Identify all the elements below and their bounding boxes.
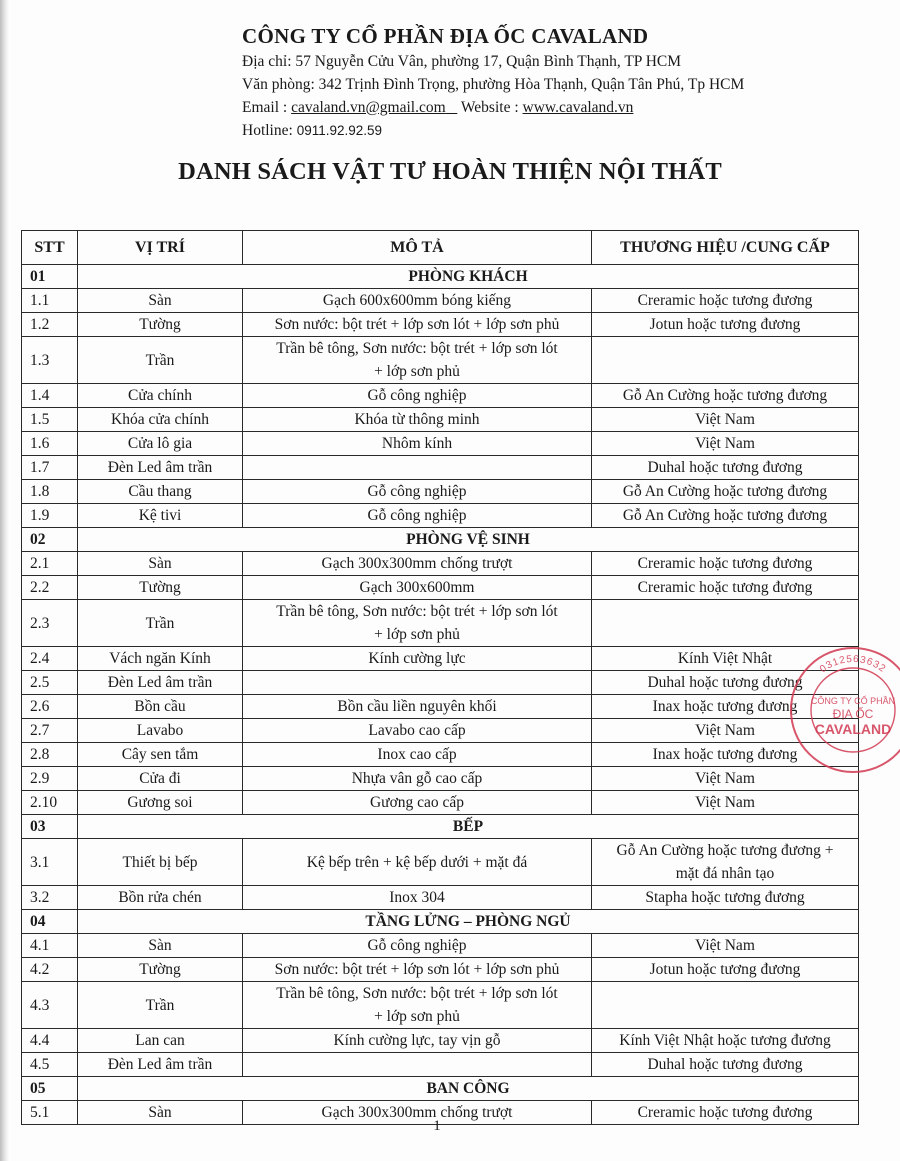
- section-row: [22, 815, 859, 839]
- cell-description: [243, 456, 592, 480]
- cell-location: Trần: [78, 982, 243, 1029]
- company-stamp: [785, 642, 900, 778]
- cell-location: Tường: [78, 958, 243, 982]
- section-title: BAN CÔNG: [78, 1077, 859, 1101]
- cell-brand: [592, 337, 859, 384]
- cell-location: Thiết bị bếp: [78, 839, 243, 886]
- header-location: VỊ TRÍ: [78, 231, 243, 265]
- cell-description: [243, 600, 592, 647]
- cell-description-line: Trần bê tông, Sơn nước: bột trét + lớp sơn lót: [276, 985, 558, 1002]
- cell-stt: 1.2: [22, 313, 78, 337]
- section-number: 05: [22, 1077, 78, 1101]
- table-row: [22, 289, 859, 313]
- table-row: [22, 958, 859, 982]
- table-row: [22, 337, 859, 384]
- letterhead: [242, 22, 744, 142]
- header-brand: THƯƠNG HIỆU /CUNG CẤP: [592, 231, 859, 265]
- cell-description: [243, 1053, 592, 1077]
- hotline-line: [242, 119, 744, 142]
- table-row: [22, 600, 859, 647]
- cell-brand: Gỗ An Cường hoặc tương đương: [592, 504, 859, 528]
- stamp-tax-code: 0312563632: [817, 653, 889, 676]
- cell-description-line: + lớp sơn phủ: [374, 363, 460, 380]
- cell-location: Trần: [78, 337, 243, 384]
- table-row: [22, 695, 859, 719]
- cell-stt: 1.6: [22, 432, 78, 456]
- cell-brand: Creramic hoặc tương đương: [592, 289, 859, 313]
- table-row: [22, 432, 859, 456]
- email-label: Email :: [242, 99, 288, 116]
- cell-description-line: + lớp sơn phủ: [374, 1008, 460, 1025]
- section-row: [22, 528, 859, 552]
- contact-line: [242, 96, 744, 119]
- section-row: [22, 265, 859, 289]
- cell-brand: [592, 839, 859, 886]
- cell-brand: Duhal hoặc tương đương: [592, 456, 859, 480]
- hotline-label: Hotline:: [242, 122, 293, 139]
- cell-stt: 2.5: [22, 671, 78, 695]
- cell-location: Đèn Led âm trần: [78, 456, 243, 480]
- table-row: [22, 719, 859, 743]
- cell-brand: Duhal hoặc tương đương: [592, 671, 859, 695]
- cell-brand: Kính Việt Nhật: [592, 647, 859, 671]
- table-row: [22, 456, 859, 480]
- table-row: [22, 743, 859, 767]
- cell-brand: Gỗ An Cường hoặc tương đương: [592, 384, 859, 408]
- cell-description: Inox cao cấp: [243, 743, 592, 767]
- cell-stt: 3.1: [22, 839, 78, 886]
- cell-brand: Creramic hoặc tương đương: [592, 576, 859, 600]
- cell-brand: Việt Nam: [592, 934, 859, 958]
- table-row: [22, 1053, 859, 1077]
- stamp-line2: ĐỊA ỐC: [832, 707, 874, 721]
- table-row: [22, 504, 859, 528]
- cell-brand: Jotun hoặc tương đương: [592, 958, 859, 982]
- website-link[interactable]: www.cavaland.vn: [522, 99, 634, 116]
- cell-location: Bồn rửa chén: [78, 886, 243, 910]
- cell-brand-line: mặt đá nhân tạo: [675, 865, 775, 882]
- company-address: Địa chỉ: 57 Nguyễn Cửu Vân, phường 17, Quận Bình Thạnh, TP HCM: [242, 53, 682, 70]
- cell-stt: 2.3: [22, 600, 78, 647]
- cell-brand: Kính Việt Nhật hoặc tương đương: [592, 1029, 859, 1053]
- section-title: TẦNG LỬNG – PHÒNG NGỦ: [78, 910, 859, 934]
- cell-location: Lavabo: [78, 719, 243, 743]
- cell-brand: Gỗ An Cường hoặc tương đương: [592, 480, 859, 504]
- cell-description: Gạch 300x600mm: [243, 576, 592, 600]
- cell-description: Bồn cầu liền nguyên khối: [243, 695, 592, 719]
- cell-stt: 1.9: [22, 504, 78, 528]
- cell-location: Cửa lô gia: [78, 432, 243, 456]
- table-body: [22, 265, 859, 1125]
- table-row: [22, 886, 859, 910]
- email-link[interactable]: cavaland.vn@gmail.com: [291, 99, 446, 116]
- cell-location: Đèn Led âm trần: [78, 1053, 243, 1077]
- cell-location: Trần: [78, 600, 243, 647]
- cell-stt: 1.4: [22, 384, 78, 408]
- cell-brand: [592, 600, 859, 647]
- cell-stt: 4.1: [22, 934, 78, 958]
- cell-stt: 1.1: [22, 289, 78, 313]
- table-row: [22, 791, 859, 815]
- section-number: 02: [22, 528, 78, 552]
- cell-brand: Việt Nam: [592, 719, 859, 743]
- cell-location: Kệ tivi: [78, 504, 243, 528]
- table-row: [22, 384, 859, 408]
- company-office: Văn phòng: 342 Trịnh Đình Trọng, phường Hòa Thạnh, Quận Tân Phú, Tp HCM: [242, 76, 745, 93]
- cell-stt: 2.1: [22, 552, 78, 576]
- cell-stt: 3.2: [22, 886, 78, 910]
- cell-brand: Việt Nam: [592, 767, 859, 791]
- cell-stt: 2.2: [22, 576, 78, 600]
- cell-stt: 2.4: [22, 647, 78, 671]
- cell-description: Gạch 600x600mm bóng kiếng: [243, 289, 592, 313]
- cell-description: [243, 671, 592, 695]
- cell-description: [243, 337, 592, 384]
- cell-description: Gỗ công nghiệp: [243, 934, 592, 958]
- cell-stt: 2.8: [22, 743, 78, 767]
- cell-location: Sàn: [78, 552, 243, 576]
- cell-location: Tường: [78, 313, 243, 337]
- cell-brand: Duhal hoặc tương đương: [592, 1053, 859, 1077]
- cell-description: Gương cao cấp: [243, 791, 592, 815]
- cell-brand: Stapha hoặc tương đương: [592, 886, 859, 910]
- cell-description: Gỗ công nghiệp: [243, 480, 592, 504]
- cell-location: Đèn Led âm trần: [78, 671, 243, 695]
- cell-stt: 4.4: [22, 1029, 78, 1053]
- cell-brand-line: Gỗ An Cường hoặc tương đương +: [616, 842, 834, 859]
- cell-stt: 5.1: [22, 1101, 78, 1125]
- table-row: [22, 982, 859, 1029]
- section-title: BẾP: [78, 815, 859, 839]
- cell-description: Gỗ công nghiệp: [243, 504, 592, 528]
- cell-description: Nhôm kính: [243, 432, 592, 456]
- cell-stt: 4.3: [22, 982, 78, 1029]
- cell-stt: 2.10: [22, 791, 78, 815]
- cell-stt: 4.5: [22, 1053, 78, 1077]
- stamp-line3: CAVALAND: [814, 721, 892, 737]
- website-label: Website :: [460, 99, 519, 116]
- cell-stt: 2.7: [22, 719, 78, 743]
- table-header-row: [22, 231, 859, 265]
- section-number: 03: [22, 815, 78, 839]
- cell-description-line: Trần bê tông, Sơn nước: bột trét + lớp sơn lót: [276, 603, 558, 620]
- cell-location: Khóa cửa chính: [78, 408, 243, 432]
- cell-stt: 1.3: [22, 337, 78, 384]
- cell-location: Cửa đi: [78, 767, 243, 791]
- table-row: [22, 313, 859, 337]
- stamp-line1: CÔNG TY CỔ PHẦN: [810, 696, 896, 706]
- cell-stt: 1.7: [22, 456, 78, 480]
- cell-location: Lan can: [78, 1029, 243, 1053]
- cell-stt: 1.5: [22, 408, 78, 432]
- cell-brand: Jotun hoặc tương đương: [592, 313, 859, 337]
- section-title: PHÒNG VỆ SINH: [78, 528, 859, 552]
- cell-location: Cửa chính: [78, 384, 243, 408]
- table-row: [22, 767, 859, 791]
- cell-brand: [592, 982, 859, 1029]
- cell-description: Inox 304: [243, 886, 592, 910]
- cell-description: Khóa từ thông minh: [243, 408, 592, 432]
- section-row: [22, 910, 859, 934]
- table-row: [22, 839, 859, 886]
- cell-location: Tường: [78, 576, 243, 600]
- cell-location: Gương soi: [78, 791, 243, 815]
- cell-description: Kệ bếp trên + kệ bếp dưới + mặt đá: [243, 839, 592, 886]
- company-name: CÔNG TY CỔ PHẦN ĐỊA ỐC CAVALAND: [242, 24, 649, 48]
- table-row: [22, 671, 859, 695]
- cell-brand: Inax hoặc tương đương: [592, 743, 859, 767]
- cell-description: Sơn nước: bột trét + lớp sơn lót + lớp sơn phủ: [243, 313, 592, 337]
- table-row: [22, 1029, 859, 1053]
- page-number: 1: [433, 1118, 441, 1134]
- cell-stt: 4.2: [22, 958, 78, 982]
- cell-description: Gỗ công nghiệp: [243, 384, 592, 408]
- table-row: [22, 647, 859, 671]
- section-title: PHÒNG KHÁCH: [78, 265, 859, 289]
- header-description: MÔ TẢ: [243, 231, 592, 265]
- cell-brand: Creramic hoặc tương đương: [592, 552, 859, 576]
- cell-description: Lavabo cao cấp: [243, 719, 592, 743]
- cell-description-line: + lớp sơn phủ: [374, 626, 460, 643]
- table-row: [22, 552, 859, 576]
- cell-location: Sàn: [78, 1101, 243, 1125]
- cell-description: Kính cường lực: [243, 647, 592, 671]
- cell-description: Kính cường lực, tay vịn gỗ: [243, 1029, 592, 1053]
- section-number: 01: [22, 265, 78, 289]
- cell-description: Gạch 300x300mm chống trượt: [243, 1101, 592, 1125]
- table-row: [22, 408, 859, 432]
- cell-brand: Việt Nam: [592, 791, 859, 815]
- cell-stt: 2.9: [22, 767, 78, 791]
- cell-description: Nhựa vân gỗ cao cấp: [243, 767, 592, 791]
- section-number: 04: [22, 910, 78, 934]
- hotline-number: 0911.92.92.59: [296, 123, 383, 138]
- cell-location: Bồn cầu: [78, 695, 243, 719]
- cell-brand: Creramic hoặc tương đương: [592, 1101, 859, 1125]
- document-title: DANH SÁCH VẬT TƯ HOÀN THIỆN NỘI THẤT: [178, 158, 722, 185]
- cell-brand: Việt Nam: [592, 432, 859, 456]
- cell-brand: Inax hoặc tương đương: [592, 695, 859, 719]
- cell-description-line: Trần bê tông, Sơn nước: bột trét + lớp sơn lót: [276, 340, 558, 357]
- cell-stt: 1.8: [22, 480, 78, 504]
- section-row: [22, 1077, 859, 1101]
- cell-location: Cây sen tắm: [78, 743, 243, 767]
- cell-description: Gạch 300x300mm chống trượt: [243, 552, 592, 576]
- table-row: [22, 480, 859, 504]
- cell-description: Sơn nước: bột trét + lớp sơn lót + lớp sơn phủ: [243, 958, 592, 982]
- cell-location: Cầu thang: [78, 480, 243, 504]
- header-stt: STT: [22, 231, 78, 265]
- cell-location: Sàn: [78, 934, 243, 958]
- cell-location: Vách ngăn Kính: [78, 647, 243, 671]
- table-row: [22, 576, 859, 600]
- materials-table: [21, 230, 859, 1125]
- cell-description: [243, 982, 592, 1029]
- cell-stt: 2.6: [22, 695, 78, 719]
- cell-location: Sàn: [78, 289, 243, 313]
- cell-brand: Việt Nam: [592, 408, 859, 432]
- table-row: [22, 934, 859, 958]
